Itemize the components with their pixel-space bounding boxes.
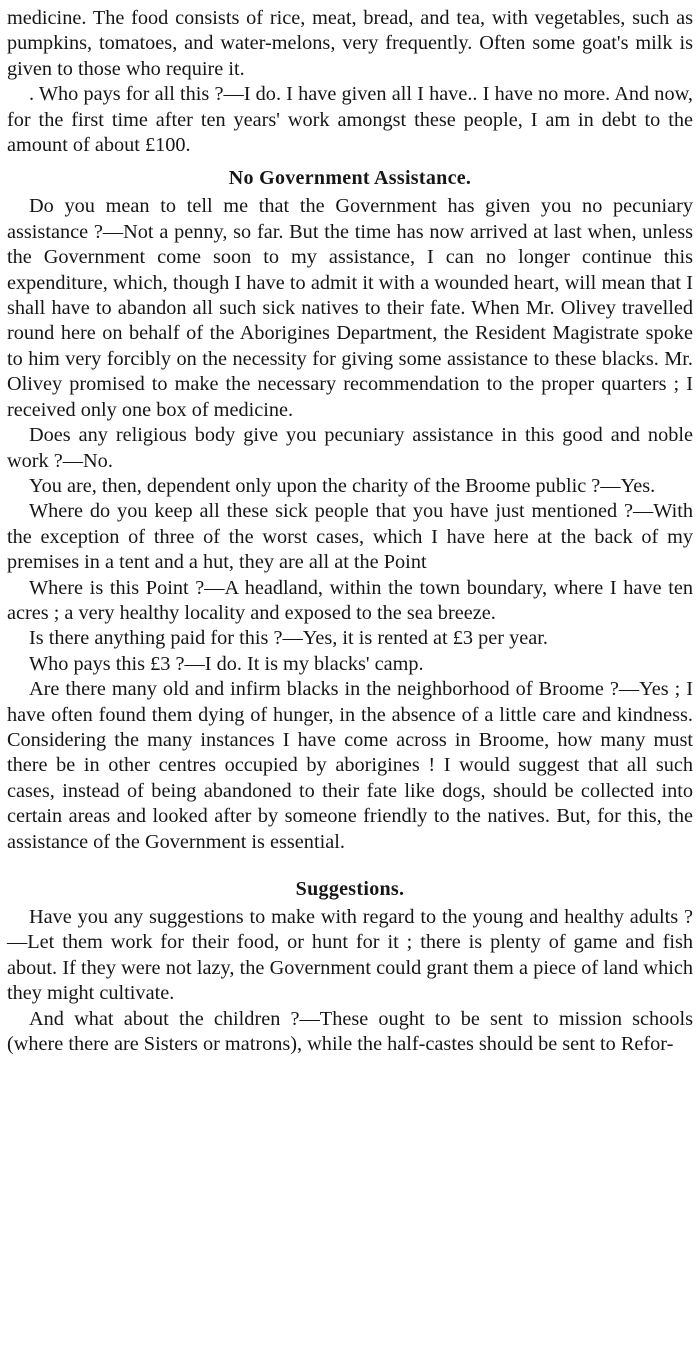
paragraph-healthy-adults: Have you any suggestions to make with regard to the young and healthy adults ?—Let them work for their food, or hunt for it ; there is plenty of game and fish about. If they were not lazy, the Government could grant them a piece of land which they might cultivate. bbox=[7, 906, 693, 1005]
paragraph-broome-public: You are, then, dependent only upon the charity of the Broome public ?—Yes. bbox=[29, 474, 656, 497]
paragraph-rent: Is there anything paid for this ?—Yes, it is rented at £3 per year. bbox=[29, 627, 548, 650]
paragraph-old-infirm: Are there many old and infirm blacks in the neighborhood of Broome ?—Yes ; I have often found them dying of hunger, in the absence of a little care and kindness. Considering the many instances I have come across in Broome, how many must there be in other centres occupied by aborigines ! I would suggest that all such cases, instead of being abandoned to their fate like dogs, should be collected into certain areas and looked after by someone friendly to the natives. But, for this, the assistance of the Government is essential. bbox=[7, 678, 693, 853]
section-gap bbox=[7, 855, 693, 869]
paragraph-who-pays: . Who pays for all this ?—I do. I have given all I have.. I have no more. And now, for the first time after ten years' work amongst these people, I am in debt to the amount of about £100. bbox=[7, 83, 693, 157]
paragraph-who-pays-rent: Who pays this £3 ?—I do. It is my blacks' camp. bbox=[29, 652, 424, 675]
paragraph-food: medicine. The food consists of rice, meat, bread, and tea, with vegetables, such as pumpkins, tomatoes, and water-melons, very frequently. Often some goat's milk is given to those who require it. bbox=[7, 7, 693, 80]
paragraph-religious-body: Does any religious body give you pecuniary assistance in this good and noble work ?—No. bbox=[7, 424, 693, 472]
paragraph-sick-people: Where do you keep all these sick people that you have just mentioned ?—With the exception of three of the worst cases, which I have here at the back of my premises in a tent and a hut, they are all at the Point bbox=[7, 500, 693, 574]
paragraph-the-point: Where is this Point ?—A headland, within the town boundary, where I have ten acres ; a very healthy locality and exposed to the sea breeze. bbox=[7, 576, 693, 624]
paragraph-government-assistance: Do you mean to tell me that the Government has given you no pecuniary assistance ?—Not a penny, so far. But the time has now arrived at last when, unless the Government come soon to my assistance, I can no longer continue this expenditure, which, though I have to admit it with a wounded heart, will mean that I shall have to abandon all such sick natives to their fate. When Mr. Olivey travelled round here on behalf of the Aborigines Department, the Resident Magistrate spoke to him very forcibly on the necessity for giving some assistance to these blacks. Mr. Olivey promised to make the necessary recommendation to the proper quarters ; I received only one box of medicine. bbox=[7, 195, 693, 421]
section-heading-suggestions: Suggestions. bbox=[295, 878, 405, 900]
paragraph-children: And what about the children ?—These ought to be sent to mission schools (where there are Sisters or matrons), while the half-castes should be sent to Refor- bbox=[7, 1007, 693, 1056]
section-heading-no-government-assistance: No Government Assistance. bbox=[228, 167, 472, 190]
